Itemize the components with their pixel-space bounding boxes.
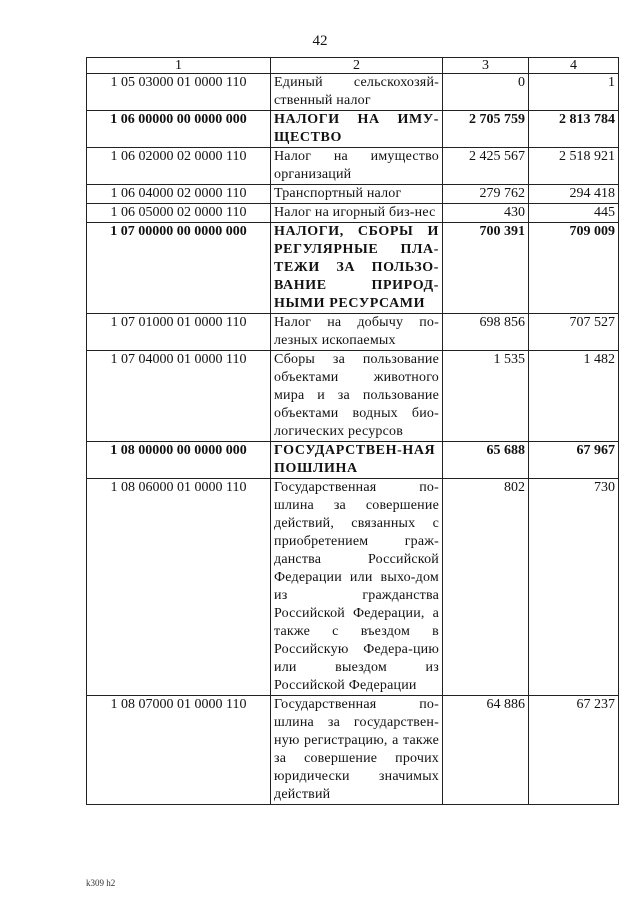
revenue-name-cell: Транспортный налог [271, 185, 443, 204]
value-year-2-cell: 1 482 [529, 351, 619, 442]
value-year-2-cell: 1 [529, 74, 619, 111]
revenue-name-cell: Единый сельскохозяй-ственный налог [271, 74, 443, 111]
revenue-name-cell: Налог на добычу по-лезных ископаемых [271, 314, 443, 351]
column-header-value-1: 3 [443, 58, 529, 74]
value-year-1-cell: 0 [443, 74, 529, 111]
table-row [87, 314, 619, 351]
revenue-name-cell: НАЛОГИ НА ИМУ-ЩЕСТВО [271, 111, 443, 148]
revenue-name-cell: ГОСУДАРСТВЕН-НАЯ ПОШЛИНА [271, 442, 443, 479]
page-number: 42 [312, 33, 328, 49]
budget-code-cell: 1 06 04000 02 0000 110 [87, 185, 271, 204]
column-header-value-2: 4 [529, 58, 619, 74]
value-year-1-cell: 700 391 [443, 223, 529, 314]
table-header-row [87, 58, 619, 74]
table-row [87, 351, 619, 442]
revenue-name-cell: НАЛОГИ, СБОРЫ И РЕГУЛЯРНЫЕ ПЛА-ТЕЖИ ЗА ПОЛЬЗО-ВАНИЕ ПРИРОД-НЫМИ РЕСУРСАМИ [271, 223, 443, 314]
budget-code-cell: 1 07 00000 00 0000 000 [87, 223, 271, 314]
table-row [87, 442, 619, 479]
column-header-name: 2 [271, 58, 443, 74]
table-row [87, 148, 619, 185]
value-year-2-cell: 67 967 [529, 442, 619, 479]
table-row [87, 479, 619, 696]
column-header-code: 1 [87, 58, 271, 74]
footer-code: k309 h2 [86, 878, 116, 888]
value-year-2-cell: 294 418 [529, 185, 619, 204]
value-year-1-cell: 64 886 [443, 696, 529, 805]
value-year-1-cell: 698 856 [443, 314, 529, 351]
value-year-1-cell: 2 425 567 [443, 148, 529, 185]
value-year-1-cell: 802 [443, 479, 529, 696]
value-year-2-cell: 2 813 784 [529, 111, 619, 148]
table-row [87, 111, 619, 148]
value-year-2-cell: 67 237 [529, 696, 619, 805]
table-row [87, 223, 619, 314]
table-row [87, 185, 619, 204]
value-year-1-cell: 2 705 759 [443, 111, 529, 148]
budget-code-cell: 1 07 01000 01 0000 110 [87, 314, 271, 351]
budget-code-cell: 1 08 06000 01 0000 110 [87, 479, 271, 696]
budget-revenue-table [86, 57, 619, 805]
table-body [87, 74, 619, 805]
table-row [87, 74, 619, 111]
value-year-2-cell: 730 [529, 479, 619, 696]
value-year-2-cell: 445 [529, 204, 619, 223]
budget-code-cell: 1 06 05000 02 0000 110 [87, 204, 271, 223]
budget-code-cell: 1 06 02000 02 0000 110 [87, 148, 271, 185]
value-year-2-cell: 709 009 [529, 223, 619, 314]
value-year-1-cell: 430 [443, 204, 529, 223]
revenue-name-cell: Налог на игорный биз-нес [271, 204, 443, 223]
value-year-1-cell: 65 688 [443, 442, 529, 479]
budget-code-cell: 1 06 00000 00 0000 000 [87, 111, 271, 148]
budget-code-cell: 1 05 03000 01 0000 110 [87, 74, 271, 111]
revenue-name-cell: Государственная по-шлина за совершение действий, связанных с приобретением граж-данства Российской Федерации или выхо-дом из гражданства Российской Федерации, а также с въездом в Российскую Федера-цию или выездом из Российской Федерации [271, 479, 443, 696]
revenue-name-cell: Государственная по-шлина за государствен-ную регистрацию, а также за совершение прочих юридически значимых действий [271, 696, 443, 805]
table-row [87, 204, 619, 223]
revenue-name-cell: Сборы за пользование объектами животного мира и за пользование объектами водных био-логических ресурсов [271, 351, 443, 442]
budget-code-cell: 1 07 04000 01 0000 110 [87, 351, 271, 442]
table-row [87, 696, 619, 805]
value-year-1-cell: 279 762 [443, 185, 529, 204]
revenue-name-cell: Налог на имущество организаций [271, 148, 443, 185]
value-year-2-cell: 707 527 [529, 314, 619, 351]
value-year-2-cell: 2 518 921 [529, 148, 619, 185]
budget-code-cell: 1 08 00000 00 0000 000 [87, 442, 271, 479]
value-year-1-cell: 1 535 [443, 351, 529, 442]
budget-code-cell: 1 08 07000 01 0000 110 [87, 696, 271, 805]
